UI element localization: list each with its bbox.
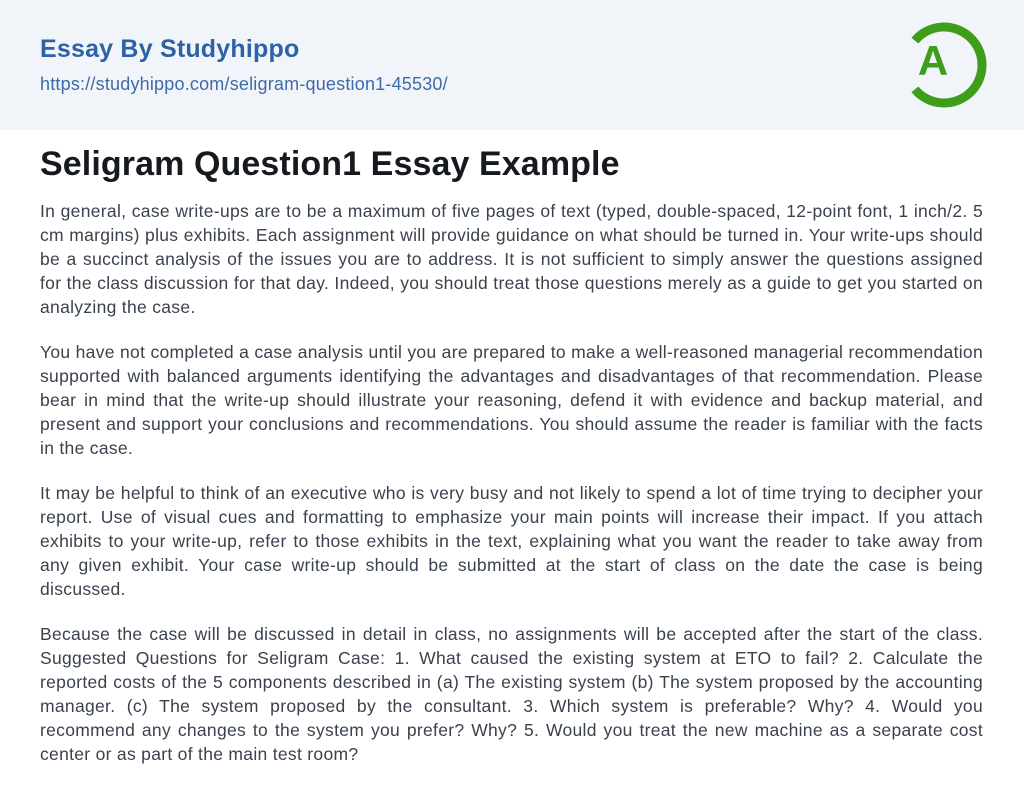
essay-content xyxy=(0,130,1024,766)
essay-paragraph: You have not completed a case analysis until you are prepared to make a well-reasoned managerial recommendation supported with balanced arguments identifying the advantages and disadvantages of that recommendation. Please bear in mind that the write-up should illustrate your reasoning, defend it with evidence and backup material, and present and support your conclusions and recommendations. You should assume the reader is familiar with the facts in the case. xyxy=(40,342,983,458)
essay-url-link[interactable]: https://studyhippo.com/seligram-question1-45530/ xyxy=(40,74,448,94)
studyhippo-logo xyxy=(900,21,988,109)
essay-paragraph: It may be helpful to think of an executive who is very busy and not likely to spend a lot of time trying to decipher your report. Use of visual cues and formatting to emphasize your main points will increase their impact. If you attach exhibits to your write-up, refer to those exhibits in the text, explaining what you want the reader to take away from any given exhibit. Your case write-up should be submitted at the start of class on the date the case is being discussed. xyxy=(40,483,983,599)
site-title: Essay By Studyhippo xyxy=(40,35,300,63)
essay-paragraph: In general, case write-ups are to be a maximum of five pages of text (typed, double-spaced, 12-point font, 1 inch/2. 5 cm margins) plus exhibits. Each assignment will provide guidance on what should be turned in. Your write-ups should be a succinct analysis of the issues you are to address. It is not sufficient to simply answer the questions assigned for the class discussion for that day. Indeed, you should treat those questions merely as a guide to get you started on analyzing the case. xyxy=(40,201,983,317)
header-text-block xyxy=(40,35,448,95)
essay-title: Seligram Question1 Essay Example xyxy=(40,145,620,183)
essay-paragraph: Because the case will be discussed in detail in class, no assignments will be accepted after the start of the class. Suggested Questions for Seligram Case: 1. What caused the existing system at ETO to fail? 2. Calculate the reported costs of the 5 components described in (a) The existing system (b) The system proposed by the accounting manager. (c) The system proposed by the consultant. 3. Which system is preferable? Why? 4. Would you recommend any changes to the system you prefer? Why? 5. Would you treat the new machine as a separate cost center or as part of the main test room? xyxy=(40,624,983,764)
open-circle-arc-icon xyxy=(900,21,988,109)
logo-letter: A xyxy=(917,37,949,84)
header xyxy=(0,0,1024,130)
